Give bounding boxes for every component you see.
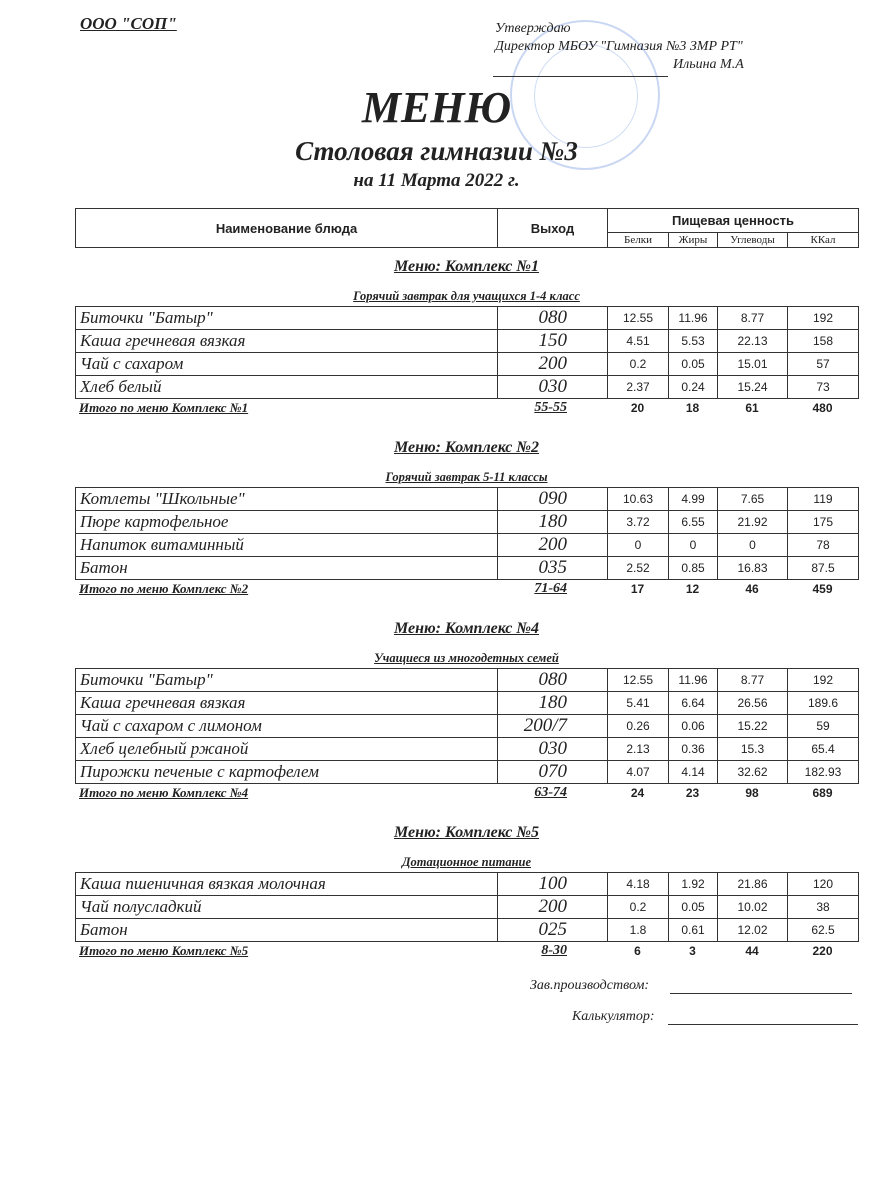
cell-fat: 4.99	[669, 488, 718, 511]
cell-kcal: 192	[788, 307, 859, 330]
total-price: 8-30	[541, 943, 567, 958]
cell-protein: 1.8	[608, 919, 669, 942]
section-subtitle: Горячий завтрак 5-11 классы	[385, 470, 548, 484]
cell-name: Биточки "Батыр"	[76, 669, 498, 692]
cell-yield: 025	[498, 919, 608, 942]
total-protein: 17	[630, 582, 645, 596]
cell-name: Чай с сахаром с лимоном	[76, 715, 498, 738]
cell-name: Батон	[76, 919, 498, 942]
header-nutrition: Пищевая ценность	[608, 209, 859, 233]
total-fat: 12	[685, 582, 700, 596]
cell-carbs: 15.22	[718, 715, 788, 738]
cell-fat: 5.53	[669, 330, 718, 353]
cell-fat: 11.96	[669, 669, 718, 692]
menu-section	[75, 598, 858, 802]
cell-carbs: 22.13	[718, 330, 788, 353]
total-carbs: 44	[745, 944, 759, 958]
table-row	[76, 738, 859, 761]
cell-fat: 0.36	[669, 738, 718, 761]
table-row	[76, 376, 859, 399]
cell-kcal: 38	[788, 896, 859, 919]
cell-protein: 2.37	[608, 376, 669, 399]
header-kcal: ККал	[788, 233, 859, 248]
cell-kcal: 59	[788, 715, 859, 738]
cell-kcal: 78	[788, 534, 859, 557]
cell-kcal: 65.4	[788, 738, 859, 761]
menu-items-table	[75, 306, 859, 399]
cell-fat: 0.05	[669, 353, 718, 376]
cell-kcal: 158	[788, 330, 859, 353]
header-carbs: Углеводы	[718, 233, 788, 248]
cell-fat: 0.85	[669, 557, 718, 580]
cell-yield: 180	[498, 692, 608, 715]
section-total-row	[75, 580, 858, 598]
total-carbs: 98	[745, 786, 759, 800]
cell-protein: 0.2	[608, 896, 669, 919]
table-row	[76, 761, 859, 784]
cell-name: Котлеты "Школьные"	[76, 488, 498, 511]
total-fat: 23	[685, 786, 700, 800]
cell-carbs: 16.83	[718, 557, 788, 580]
cell-protein: 0.2	[608, 353, 669, 376]
cell-kcal: 87.5	[788, 557, 859, 580]
cell-name: Пюре картофельное	[76, 511, 498, 534]
total-protein: 6	[634, 944, 641, 958]
cell-yield: 080	[498, 307, 608, 330]
total-fat: 3	[689, 944, 696, 958]
section-subtitle: Горячий завтрак для учащихся 1-4 класс	[353, 289, 580, 303]
cell-protein: 12.55	[608, 669, 669, 692]
cell-name: Пирожки печеные с картофелем	[76, 761, 498, 784]
cell-name: Хлеб целебный ржаной	[76, 738, 498, 761]
total-carbs: 61	[745, 401, 759, 415]
total-kcal: 480	[812, 401, 833, 415]
organization-name: ООО "СОП"	[80, 14, 177, 33]
total-kcal: 689	[812, 786, 833, 800]
cell-yield: 180	[498, 511, 608, 534]
table-row	[76, 534, 859, 557]
table-row	[76, 715, 859, 738]
page-subtitle: Столовая гимназии №3	[295, 136, 578, 166]
cell-yield: 030	[498, 376, 608, 399]
cell-carbs: 12.02	[718, 919, 788, 942]
cell-yield: 070	[498, 761, 608, 784]
table-row	[76, 919, 859, 942]
director-signature-line	[493, 76, 668, 77]
section-title: Меню: Комплекс №2	[393, 439, 540, 456]
cell-fat: 0.61	[669, 919, 718, 942]
cell-carbs: 15.3	[718, 738, 788, 761]
cell-name: Напиток витаминный	[76, 534, 498, 557]
menu-section	[75, 417, 858, 598]
cell-fat: 0.06	[669, 715, 718, 738]
cell-yield: 200	[498, 534, 608, 557]
cell-protein: 3.72	[608, 511, 669, 534]
header-dish-name: Наименование блюда	[76, 209, 498, 248]
cell-protein: 4.07	[608, 761, 669, 784]
cell-protein: 2.52	[608, 557, 669, 580]
cell-kcal: 192	[788, 669, 859, 692]
menu-section	[75, 256, 858, 417]
table-row	[76, 307, 859, 330]
cell-fat: 11.96	[669, 307, 718, 330]
section-subtitle: Учащиеся из многодетных семей	[374, 651, 559, 665]
cell-carbs: 10.02	[718, 896, 788, 919]
total-kcal: 220	[812, 944, 833, 958]
total-protein: 20	[630, 401, 645, 415]
cell-fat: 0	[669, 534, 718, 557]
cell-fat: 6.55	[669, 511, 718, 534]
cell-carbs: 0	[718, 534, 788, 557]
table-row	[76, 488, 859, 511]
cell-kcal: 57	[788, 353, 859, 376]
menu-items-table	[75, 872, 859, 942]
section-title: Меню: Комплекс №5	[393, 824, 540, 841]
cell-carbs: 8.77	[718, 669, 788, 692]
total-price: 71-64	[534, 581, 567, 596]
cell-carbs: 7.65	[718, 488, 788, 511]
section-title: Меню: Комплекс №4	[393, 620, 540, 637]
cell-name: Чай полусладкий	[76, 896, 498, 919]
cell-name: Батон	[76, 557, 498, 580]
cell-yield: 090	[498, 488, 608, 511]
menu-date: на 11 Марта 2022 г.	[353, 170, 520, 191]
total-kcal: 459	[812, 582, 833, 596]
cell-protein: 4.18	[608, 873, 669, 896]
table-row	[76, 330, 859, 353]
cell-protein: 12.55	[608, 307, 669, 330]
section-total-row	[75, 784, 858, 802]
cell-fat: 6.64	[669, 692, 718, 715]
total-label: Итого по меню Комплекс №5	[79, 943, 249, 958]
total-price: 63-74	[534, 785, 567, 800]
cell-kcal: 182.93	[788, 761, 859, 784]
cell-fat: 0.05	[669, 896, 718, 919]
cell-kcal: 189.6	[788, 692, 859, 715]
menu-sections	[75, 256, 858, 960]
cell-carbs: 21.86	[718, 873, 788, 896]
header-fat: Жиры	[669, 233, 718, 248]
cell-yield: 080	[498, 669, 608, 692]
table-row	[76, 353, 859, 376]
cell-name: Каша пшеничная вязкая молочная	[76, 873, 498, 896]
total-label: Итого по меню Комплекс №2	[79, 581, 249, 596]
cell-name: Биточки "Батыр"	[76, 307, 498, 330]
cell-fat: 4.14	[669, 761, 718, 784]
cell-name: Чай с сахаром	[76, 353, 498, 376]
table-row	[76, 669, 859, 692]
cell-kcal: 62.5	[788, 919, 859, 942]
cell-yield: 200/7	[498, 715, 608, 738]
cell-carbs: 26.56	[718, 692, 788, 715]
section-total-row	[75, 399, 858, 417]
approval-label: Утверждаю	[495, 21, 571, 36]
total-carbs: 46	[745, 582, 759, 596]
cell-fat: 0.24	[669, 376, 718, 399]
menu-items-table	[75, 668, 859, 784]
menu-section	[75, 802, 858, 960]
cell-fat: 1.92	[669, 873, 718, 896]
cell-protein: 4.51	[608, 330, 669, 353]
section-subtitle: Дотационное питание	[401, 855, 532, 869]
cell-name: Каша гречневая вязкая	[76, 692, 498, 715]
cell-carbs: 32.62	[718, 761, 788, 784]
table-row	[76, 692, 859, 715]
cell-kcal: 120	[788, 873, 859, 896]
approval-block	[495, 20, 744, 74]
cell-carbs: 21.92	[718, 511, 788, 534]
total-fat: 18	[685, 401, 700, 415]
approval-name: Ильина М.А	[673, 57, 744, 72]
calculator-label: Калькулятор:	[572, 1009, 655, 1024]
cell-kcal: 73	[788, 376, 859, 399]
cell-name: Каша гречневая вязкая	[76, 330, 498, 353]
calculator-signature-line	[668, 1024, 858, 1025]
menu-items-table	[75, 487, 859, 580]
cell-yield: 030	[498, 738, 608, 761]
cell-carbs: 15.01	[718, 353, 788, 376]
cell-yield: 150	[498, 330, 608, 353]
cell-yield: 035	[498, 557, 608, 580]
total-label: Итого по меню Комплекс №4	[79, 785, 249, 800]
table-row	[76, 511, 859, 534]
total-label: Итого по меню Комплекс №1	[79, 400, 249, 415]
approval-position: Директор МБОУ "Гимназия №3 ЗМР РТ"	[495, 39, 743, 54]
table-row	[76, 873, 859, 896]
header-yield: Выход	[498, 209, 608, 248]
cell-yield: 100	[498, 873, 608, 896]
cell-protein: 10.63	[608, 488, 669, 511]
section-title: Меню: Комплекс №1	[393, 258, 540, 275]
cell-protein: 2.13	[608, 738, 669, 761]
cell-carbs: 8.77	[718, 307, 788, 330]
production-manager-signature-line	[670, 993, 852, 994]
cell-protein: 0	[608, 534, 669, 557]
page-title: МЕНЮ	[361, 83, 512, 132]
total-price: 55-55	[534, 400, 567, 415]
production-manager-label: Зав.производством:	[530, 978, 650, 993]
cell-protein: 0.26	[608, 715, 669, 738]
column-header-table	[75, 208, 859, 248]
cell-carbs: 15.24	[718, 376, 788, 399]
cell-kcal: 175	[788, 511, 859, 534]
table-row	[76, 557, 859, 580]
cell-protein: 5.41	[608, 692, 669, 715]
cell-yield: 200	[498, 896, 608, 919]
cell-name: Хлеб белый	[76, 376, 498, 399]
header-protein: Белки	[608, 233, 669, 248]
total-protein: 24	[630, 786, 645, 800]
section-total-row	[75, 942, 858, 960]
cell-kcal: 119	[788, 488, 859, 511]
table-row	[76, 896, 859, 919]
cell-yield: 200	[498, 353, 608, 376]
